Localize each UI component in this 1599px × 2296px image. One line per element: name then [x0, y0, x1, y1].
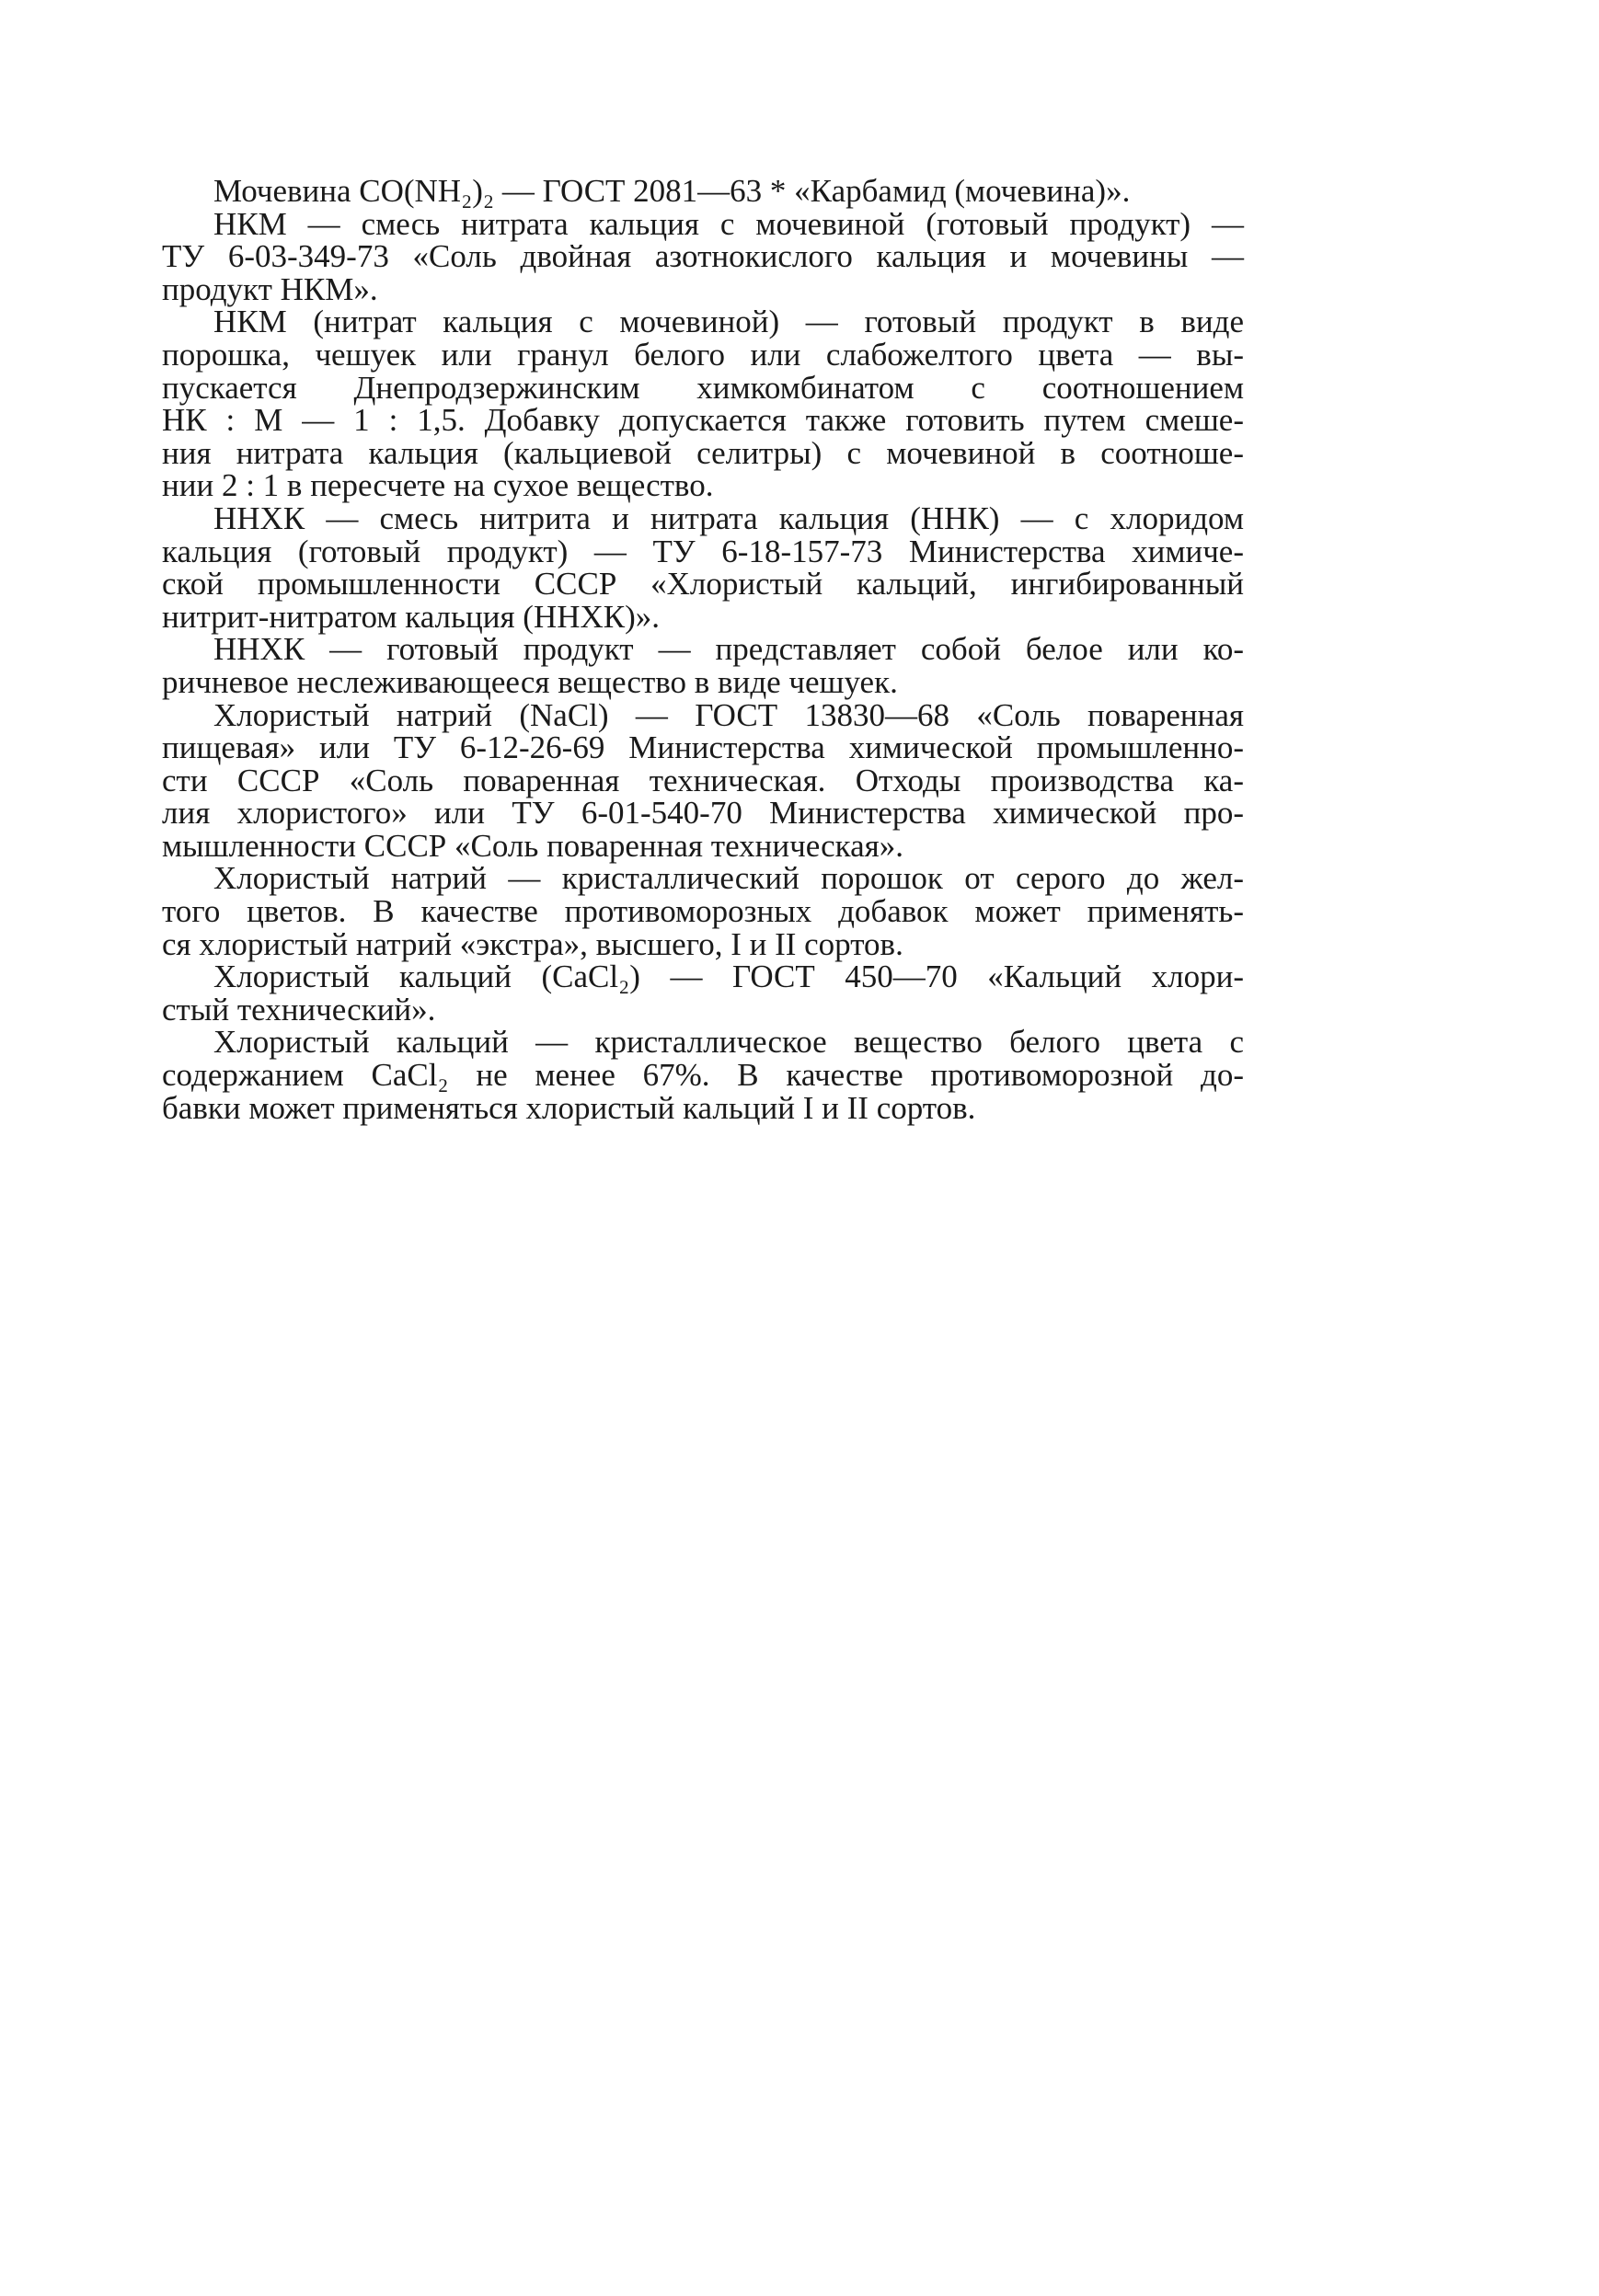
document-body	[162, 175, 1244, 1124]
text-line: ся хлористый натрий «экстра», высшего, I и II сортов.	[162, 925, 903, 962]
paragraph-sodium-chloride-description	[162, 862, 1244, 960]
text-line: пищевая» или ТУ 6-12-26-69 Министерства химической промышленно-	[162, 729, 1244, 766]
text-line: Хлористый натрий — кристаллический порошок от серого до жел-	[213, 860, 1244, 897]
text-line: Хлористый кальций — кристаллическое вещество белого цвета с	[213, 1024, 1244, 1061]
text-line: мышленности СССР «Соль поваренная техническая».	[162, 827, 904, 864]
paragraph-sodium-chloride-standard	[162, 696, 1244, 864]
text-line: того цветов. В качестве противоморозных добавок может применять-	[162, 893, 1244, 930]
text-line: ния нитрата кальция (кальциевой селитры) с мочевиной в соотноше-	[162, 434, 1244, 471]
text-line: Хлористый кальций (CaCl₂) — ГОСТ 450—70 «Кальций хлори-	[213, 959, 1244, 995]
text-line: ской промышленности СССР «Хлористый кальций, ингибированный	[162, 566, 1244, 603]
text-line: лия хлористого» или ТУ 6-01-540-70 Министерства химической про-	[162, 795, 1244, 832]
paragraph-calcium-chloride-standard	[162, 960, 1244, 1026]
text-line: Хлористый натрий (NaCl) — ГОСТ 13830—68 «Соль поваренная	[213, 696, 1244, 733]
text-line: пускается Днепродзержинским химкомбинатом с соотношением	[162, 369, 1244, 406]
text-line: ННХК — готовый продукт — представляет собой белое или ко-	[213, 631, 1244, 668]
text-line: НКМ (нитрат кальция с мочевиной) — готовый продукт в виде	[213, 304, 1244, 340]
text-line: нитрит-нитратом кальция (ННХК)».	[162, 598, 661, 635]
paragraph-calcium-chloride-description	[162, 1026, 1244, 1124]
paragraph-nnhk-definition	[162, 499, 1244, 635]
text-line: ТУ 6-03-349-73 «Соль двойная азотнокислого кальция и мочевины —	[162, 238, 1244, 275]
text-line: НК : М — 1 : 1,5. Добавку допускается также готовить путем смеше-	[162, 402, 1244, 439]
text-line: сти СССР «Соль поваренная техническая. Отходы производства ка-	[162, 762, 1244, 798]
paragraph-nnhk-description	[162, 633, 1244, 698]
text-line: продукт НКМ».	[162, 270, 378, 307]
text-line: ричневое неслеживающееся вещество в виде чешуек.	[162, 663, 898, 700]
paragraph-nkm-description	[162, 305, 1244, 502]
paragraph-urea	[162, 175, 1244, 208]
text-line: стый технический».	[162, 991, 436, 1027]
text-line: ННХК — смесь нитрита и нитрата кальция (ННК) — с хлоридом	[213, 499, 1244, 536]
text-line: нии 2 : 1 в пересчете на сухое вещество.	[162, 467, 714, 504]
text-line: Мочевина CO(NH₂)₂ — ГОСТ 2081—63 * «Карбамид (мочевина)».	[213, 173, 1131, 209]
text-line: кальция (готовый продукт) — ТУ 6-18-157-73 Министерства химиче-	[162, 533, 1244, 569]
text-line: содержанием CaCl₂ не менее 67%. В качестве противоморозной до-	[162, 1057, 1244, 1094]
paragraph-nkm-definition	[162, 205, 1244, 307]
text-line: порошка, чешуек или гранул белого или слабожелтого цвета — вы-	[162, 336, 1244, 373]
text-line: бавки может применяться хлористый кальций I и II сортов.	[162, 1089, 976, 1126]
text-line: НКМ — смесь нитрата кальция с мочевиной (готовый продукт) —	[213, 205, 1244, 242]
